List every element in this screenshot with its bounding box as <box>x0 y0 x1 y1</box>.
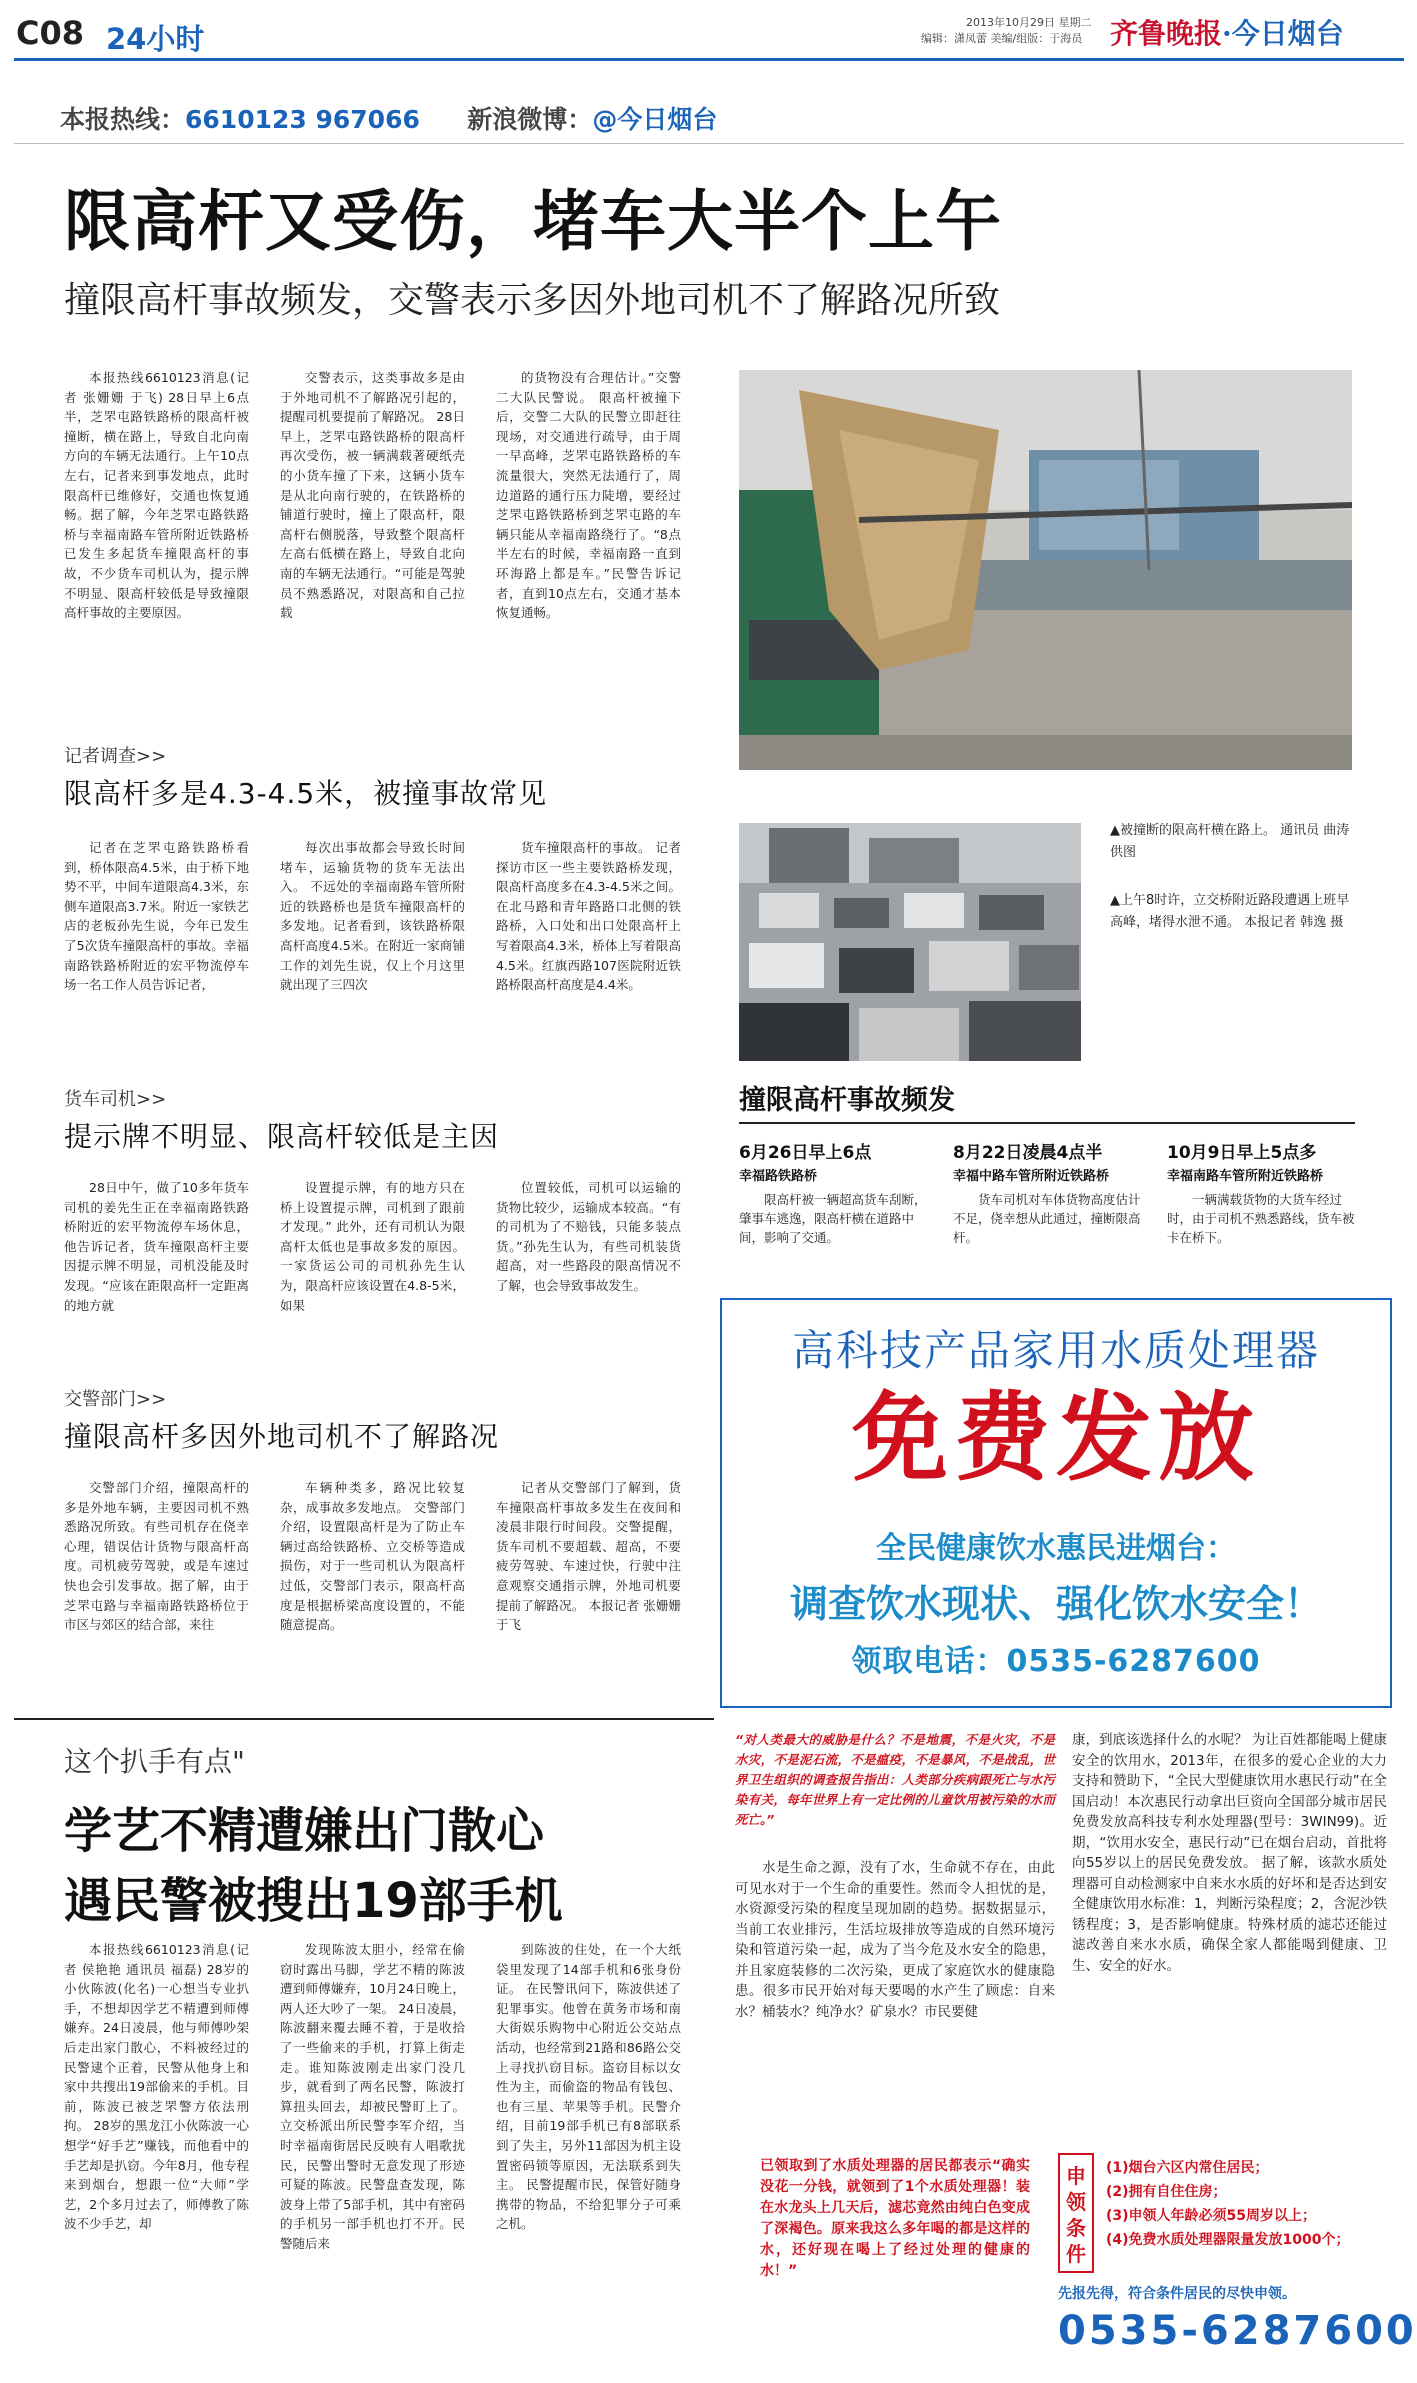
story2-kicker: 这个扒手有点" <box>64 1745 245 1778</box>
header-rule <box>14 58 1404 61</box>
page-header <box>0 0 1417 60</box>
editor-line: 编辑：潇凤蕾 美编/组版：于海员 <box>921 32 1083 45</box>
ad-line5: 领取电话：0535-6287600 <box>851 1644 1261 1679</box>
ad-line1: 高科技产品家用水质处理器 <box>791 1326 1320 1375</box>
s1-col-2: 每次出事故都会导致长时间堵车，运输货物的货车无法出入。 不远处的幸福南路车管所附近的铁路桥也是货车撞限高杆的多发地。记者看到，该铁路桥限高杆高度4.5米。在附近一家商铺工作的刘先生说，仅上个月这里就出现了三四次 <box>280 840 465 993</box>
ad-footnote: 先报先得，符合条件居民的尽快申领。 <box>1058 2286 1296 2302</box>
hotline-rule <box>14 143 1404 144</box>
ad-quote: “对人类最大的威胁是什么？不是地震，不是火灾，不是水灾，不是泥石流，不是瘟疫，不是暴风，不是战乱，世界卫生组织的调查报告指出：人类部分疾病跟死亡与水污染有关，每年世界上有一定比例的儿童饮用被污染的水而死亡。” <box>735 1732 1055 1827</box>
s1-title: 限高杆多是4.3-4.5米，被撞事故常见 <box>64 777 548 810</box>
story2-title-2: 遇民警被搜出19部手机 <box>64 1873 563 1929</box>
story2-col-3: 到陈波的住处，在一个大纸袋里发现了14部手机和6张身份证。 在民警讯问下，陈波供述了犯罪事实。他曾在黄务市场和南大街娱乐购物中心附近公交站点活动，也经常到21路和86路公交上寻找扒窃目标。盗窃目标以女性为主，而偷盗的物品有钱包、也有三星、苹果等手机。民警介绍，目前19部手机已有8部联系到了失主，另外11部因为机主设置密码锁等原因，无法联系到失主。 民警提醒市民，保管好随身携带的物品，不给犯罪分子可乘之机。 <box>496 1942 681 2232</box>
photo-broken-barrier-image <box>739 370 1352 770</box>
main-col-2: 交警表示，这类事故多是由于外地司机不了解路况引起的，提醒司机要提前了解路况。 28日早上，芝罘屯路铁路桥的限高杆再次受伤，被一辆满载著硬纸壳的小货车撞了下来，这辆小货车是从北向南行驶的，在铁路桥的铺道行驶时，撞上了限高杆，限高杆右侧脱落，导致整个限高杆左高右低横在路上，导致自北向南的车辆无法通行。“可能是驾驶员不熟悉路况，对限高和自己拉载 <box>280 370 465 621</box>
main-col-3: 的货物没有合理估计。”交警二大队民警说。 限高杆被撞下后，交警二大队的民警立即赶往现场，对交通进行疏导，由于周一早高峰，芝罘屯路铁路桥的车流量很大，突然无法通行了，周边道路的通行压力陡增，要经过芝罘屯路铁路桥到芝罘屯路的车辆只能从幸福南路绕行了。“8点半左右的时候，幸福南路一直到环海路上都是车。”民警告诉记者，直到10点左右，交通才基本恢复通畅。 <box>496 370 681 621</box>
s2-col-3: 位置较低，司机可以运输的货物比较少，运输成本较高。“有的司机为了不赔钱，只能多装点货。”孙先生认为，有些司机装货超高，对一些路段的限高情况不了解，也会导致事故发生。 <box>496 1180 681 1293</box>
ad-cond-4: (4)免费水质处理器限量发放1000个； <box>1106 2232 1350 2248</box>
incident-1-text: 限高杆被一辆超高货车刮断，肇事车逃逸，限高杆横在道路中间，影响了交通。 <box>739 1192 927 1245</box>
ad-cond-2: (2)拥有自住住房； <box>1106 2184 1227 2200</box>
story2-col-1: 本报热线6610123消息(记者 侯艳艳 通讯员 福磊) 28岁的小伙陈波(化名)一心想当专业扒手，不想却因学艺不精遭到师傅嫌弃。24日凌晨，他与师傅吵架后走出家门散心，不料被经过的民警逮个正着，民警从他身上和家中共搜出19部偷来的手机。目前，陈波已被芝罘警方依法刑拘。 28岁的黑龙江小伙陈波一心想学“好手艺”赚钱，而他看中的手艺却是扒窃。今年8月，他专程来到烟台，想跟一位“大师”学艺，2个多月过去了，师傅教了陈波不少手艺，却 <box>64 1942 249 2232</box>
ad-line3: 全民健康饮水惠民进烟台： <box>876 1531 1236 1566</box>
incident-3-place: 幸福南路车管所附近铁路桥 <box>1167 1169 1324 1184</box>
photo-traffic-jam-image <box>739 823 1081 1061</box>
s3-col-3: 记者从交警部门了解到，货车撞限高杆事故多发生在夜间和凌晨非限行时间段。交警提醒，货车司机不要超载、超高，不要疲劳驾驶、车速过快，行驶中注意观察交通指示牌，外地司机要提前了解路况。 本报记者 张姗姗 于飞 <box>496 1480 681 1633</box>
s2-kicker: 货车司机>> <box>64 1089 167 1110</box>
photo2-caption: ▲上午8时许，立交桥附近路段遭遇上班早高峰，堵得水泄不通。 本报记者 韩逸 摄 <box>1110 893 1350 930</box>
incident-2-place: 幸福中路车管所附近铁路桥 <box>953 1169 1110 1184</box>
incidents-title: 撞限高杆事故频发 <box>739 1085 955 1116</box>
ad-cond-label: 申领条件 <box>1058 2153 1094 2273</box>
date-line: 2013年10月29日 星期二 <box>966 16 1092 29</box>
ad-body-1: 水是生命之源，没有了水，生命就不存在，由此可见水对于一个生命的重要性。然而令人担忧的是，水资源受污染的程度呈现加剧的趋势。据数据显示，当前工农业排污，生活垃圾排放等造成的自然环境污染和管道污染一起，成为了当今危及水安全的隐患，并且家庭装修的二次污染，更成了家庭饮水的健康隐患。很多市民开始对每天要喝的水产生了顾虑：自来水？桶装水？纯净水？矿泉水？市民要健 <box>735 1860 1055 2020</box>
story2-rule <box>14 1718 714 1720</box>
incident-3-date: 10月9日早上5点多 <box>1167 1143 1317 1163</box>
s3-title: 撞限高杆多因外地司机不了解路况 <box>64 1420 500 1453</box>
main-subheadline: 撞限高杆事故频发，交警表示多因外地司机不了解路况所致 <box>64 280 1001 321</box>
ad-line2: 免费发放 <box>852 1382 1260 1494</box>
ad-red-note: 已领取到了水质处理器的居民都表示“确实没花一分钱，就领到了1个水质处理器！装在水龙头上几天后，滤芯竟然由纯白色变成了深褐色。原来我这么多年喝的都是这样的水，还好现在喝上了经过处理的健康的水！” <box>760 2158 1030 2279</box>
incident-1-place: 幸福路铁路桥 <box>739 1169 818 1184</box>
main-col-1: 本报热线6610123消息(记者 张姗姗 于飞) 28日早上6点半，芝罘屯路铁路桥的限高杆被撞断，横在路上，导致自北向南方向的车辆无法通行。上午10点左右，记者来到事发地点，此时限高杆已维修好，交通也恢复通畅。据了解，今年芝罘屯路铁路桥与幸福南路车管所附近铁路桥已发生多起货车撞限高杆的事故，不少货车司机认为，提示牌不明显、限高杆较低是导致撞限高杆事故的主要原因。 <box>64 370 249 621</box>
water-ad <box>720 1298 1417 2373</box>
section-name: 24小时 <box>106 22 205 56</box>
hotline-bar: 本报热线：6610123 967066 新浪微博：@今日烟台 <box>60 105 718 134</box>
s1-col-3: 货车撞限高杆的事故。 记者探访市区一些主要铁路桥发现，限高杆高度多在4.3-4.5米之间。在北马路和青年路路口北侧的铁路桥，入口处和出口处限高杆上写着限高4.3米，桥体上写着限高4.5米。红旗西路107医院附近铁路桥限高杆高度是4.4米。 <box>496 840 681 993</box>
photo1-caption: ▲被撞断的限高杆横在路上。 通讯员 曲涛 供图 <box>1110 823 1350 860</box>
incident-2 <box>953 1138 1143 1247</box>
ad-cond-3: (3)申领人年龄必须55周岁以上； <box>1106 2208 1317 2224</box>
ad-body-2: 康，到底该选择什么的水呢？ 为让百姓都能喝上健康安全的饮用水，2013年，在很多的爱心企业的大力支持和赞助下，“全民大型健康饮用水惠民行动”在全国启动！本次惠民行动拿出巨资向全国部分城市居民免费发放高科技专利水处理器(型号：3WIN99)。近期，“饮用水安全，惠民行动”已在烟台启动，首批将向55岁以上的居民免费发放。 据了解，该款水质处理器可自动检测家中自来水水质的好坏和是否达到安全健康饮用水标准：1，判断污染程度；2，含泥沙铁锈程度；3，是否影响健康。特殊材质的滤芯还能过滤改善自来水水质，确保全家人都能喝到健康、卫生、安全的好水。 <box>1072 1732 1387 1974</box>
incident-2-date: 8月22日凌晨4点半 <box>953 1143 1103 1163</box>
s3-col-2: 车辆种类多，路况比较复杂，成事故多发地点。 交警部门介绍，设置限高杆是为了防止车辆过高给铁路桥、立交桥等造成损伤，对于一些司机认为限高杆过低，交警部门表示，限高杆高度是根据桥梁高度设置的，不能随意提高。 <box>280 1480 465 1633</box>
incident-1 <box>739 1138 929 1247</box>
incident-3 <box>1167 1138 1357 1247</box>
photo-broken-barrier <box>739 370 1352 770</box>
s1-kicker: 记者调查>> <box>64 746 167 767</box>
story2-col-2: 发现陈波太胆小，经常在偷窃时露出马脚，学艺不精的陈波遭到师傅嫌弃，10月24日晚上，两人还大吵了一架。 24日凌晨，陈波翻来覆去睡不着，于是收拾了一些偷来的手机，打算上街走走。谁知陈波刚走出家门没几步，就看到了两名民警，陈波打算扭头回去，却被民警盯上了。 立交桥派出所民警李军介绍，当时幸福南街居民反映有人唱歌扰民，民警出警时无意发现了形迹可疑的陈波。民警盘查发现，陈波身上带了5部手机，其中有密码的手机另一部手机也打不开。民警随后来 <box>280 1942 465 2251</box>
ad-cond-1: (1)烟台六区内常住居民； <box>1106 2160 1269 2176</box>
ad-phone: 0535-6287600 <box>1058 2308 1417 2354</box>
incident-2-text: 货车司机对车体货物高度估计不足，侥幸想从此通过，撞断限高杆。 <box>953 1192 1141 1245</box>
s3-col-1: 交警部门介绍，撞限高杆的多是外地车辆，主要因司机不熟悉路况所致。有些司机存在侥幸心理，错误估计货物与限高杆高度。司机疲劳驾驶，或是车速过快也会引发事故。据了解，由于芝罘屯路与幸福南路铁路桥位于市区与郊区的结合部，来往 <box>64 1480 249 1633</box>
main-headline: 限高杆又受伤，堵车大半个上午 <box>64 183 1002 260</box>
s2-title: 提示牌不明显、限高杆较低是主因 <box>64 1120 500 1153</box>
incident-3-text: 一辆满载货物的大货车经过时，由于司机不熟悉路线，货车被卡在桥下。 <box>1167 1192 1355 1245</box>
s2-col-2: 设置提示牌，有的地方只在桥上设置提示牌，司机到了跟前才发现。” 此外，还有司机认为限高杆太低也是事故多发的原因。一家货运公司的司机孙先生认为，限高杆应该设置在4.8-5米，如果 <box>280 1180 465 1313</box>
incident-1-date: 6月26日早上6点 <box>739 1143 872 1163</box>
page-number: C08 <box>16 14 85 52</box>
ad-conds <box>1106 2156 1388 2252</box>
incidents-rule <box>739 1122 1355 1124</box>
s3-kicker: 交警部门>> <box>64 1389 167 1410</box>
story2-title-1: 学艺不精遭嫌出门散心 <box>64 1803 545 1859</box>
paper-logo: 齐鲁晚报·今日烟台 <box>1110 17 1344 50</box>
s2-col-1: 28日中午，做了10多年货车司机的姜先生正在幸福南路铁路桥附近的宏平物流停车场休息，他告诉记者，货车撞限高杆主要因提示牌不明显，司机没能及时发现。“应该在距限高杆一定距离的地方就 <box>64 1180 249 1313</box>
ad-line4: 调查饮水现状、强化饮水安全！ <box>789 1582 1322 1626</box>
s1-col-1: 记者在芝罘屯路铁路桥看到，桥体限高4.5米，由于桥下地势不平，中间车道限高4.3米，东侧车道限高3.7米。附近一家铁艺店的老板孙先生说，今年已发生了5次货车撞限高杆的事故。幸福南路铁路桥附近的宏平物流停车场一名工作人员告诉记者， <box>64 840 249 993</box>
photo-traffic-jam <box>739 823 1081 1061</box>
